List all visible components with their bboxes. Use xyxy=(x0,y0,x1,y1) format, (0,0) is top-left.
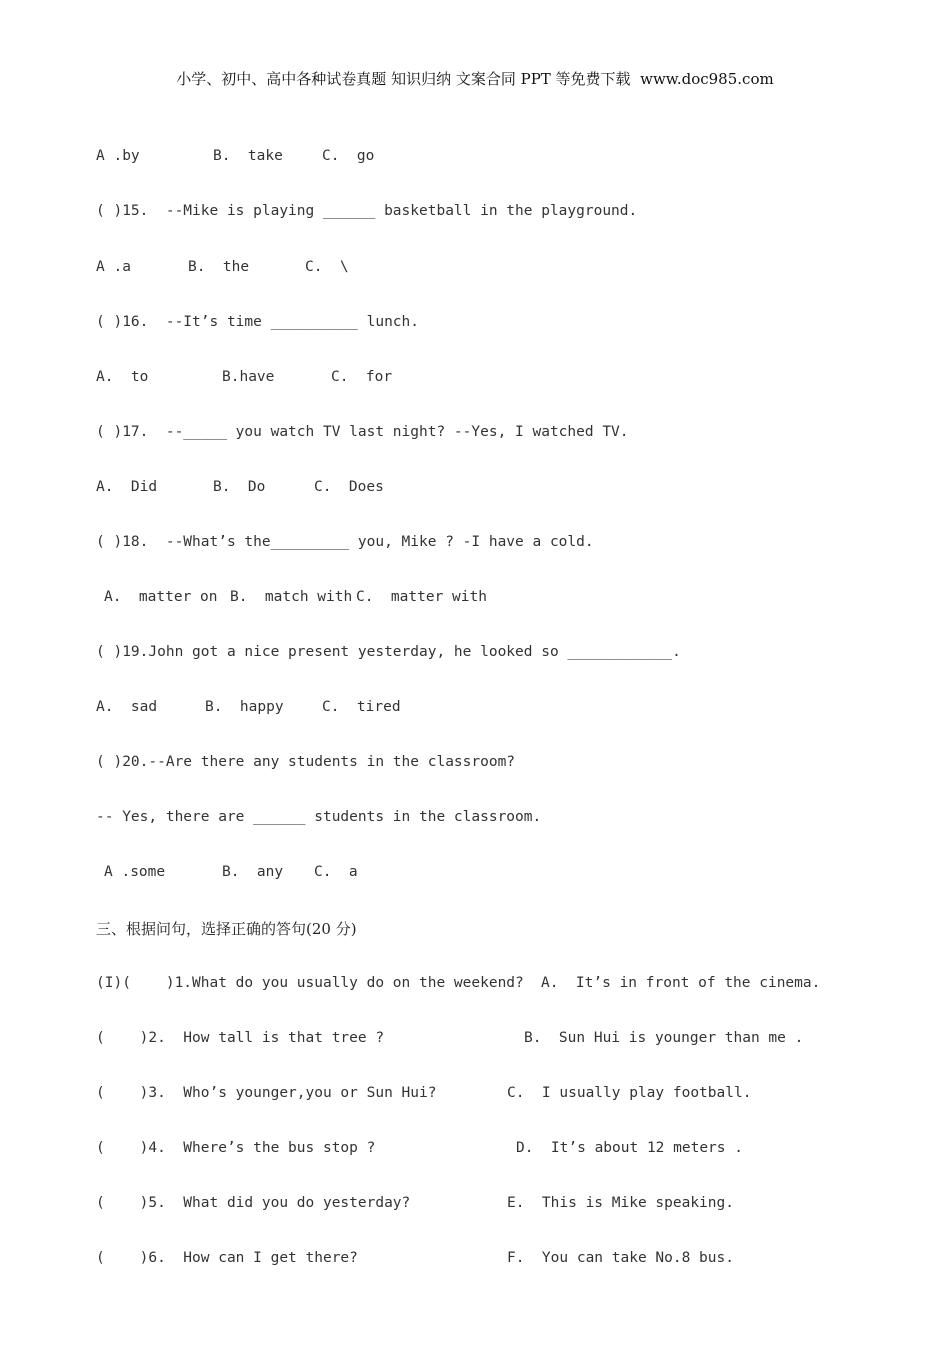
match-answer: B. Sun Hui is younger than me . xyxy=(524,1030,804,1046)
option-a: A .some xyxy=(104,864,166,880)
option-c: C. \ xyxy=(305,259,349,275)
section-title: 三、根据问句，选择正确的答句(20 分) xyxy=(96,920,357,938)
option-a: A. to xyxy=(96,369,149,385)
option-c: C. Does xyxy=(314,479,384,495)
option-b: B. the xyxy=(188,259,250,275)
match-question: ( )5. What did you do yesterday? xyxy=(96,1195,411,1211)
q20-stem: ( )20.--Are there any students in the classroom? xyxy=(96,754,516,770)
option-b: B. happy xyxy=(205,699,284,715)
option-a: A. matter on xyxy=(104,589,218,605)
page-header: 小学、初中、高中各种试卷真题 知识归纳 文案合同 PPT 等免费下载 www.doc985.com xyxy=(176,70,774,88)
option-c: C. a xyxy=(314,864,358,880)
match-answer: A. It’s in front of the cinema. xyxy=(541,975,821,991)
match-question: ( )4. Where’s the bus stop ? xyxy=(96,1140,376,1156)
option-b: B. match with xyxy=(230,589,353,605)
match-row xyxy=(0,1250,734,1314)
match-answer: D. It’s about 12 meters . xyxy=(516,1140,743,1156)
option-b: B. any xyxy=(222,864,284,880)
option-b: B. Do xyxy=(213,479,266,495)
q19-stem: ( )19.John got a nice present yesterday, he looked so ____________. xyxy=(96,644,681,660)
option-c: C. matter with xyxy=(356,589,487,605)
option-a: A .by xyxy=(96,148,140,164)
option-c: C. tired xyxy=(322,699,401,715)
option-c: C. go xyxy=(322,148,375,164)
q15-stem: ( )15. --Mike is playing ______ basketball in the playground. xyxy=(96,203,638,219)
option-a: A. sad xyxy=(96,699,158,715)
q20-stem-answer: -- Yes, there are ______ students in the classroom. xyxy=(96,809,542,825)
option-b: B. take xyxy=(213,148,283,164)
q18-stem: ( )18. --What’s the_________ you, Mike ? -I have a cold. xyxy=(96,534,594,550)
match-question: ( )3. Who’s younger,you or Sun Hui? xyxy=(96,1085,437,1101)
match-answer: C. I usually play football. xyxy=(507,1085,752,1101)
match-question: (I)( )1.What do you usually do on the weekend? xyxy=(96,975,524,991)
option-a: A. Did xyxy=(96,479,158,495)
option-b: B.have xyxy=(222,369,275,385)
match-answer: F. You can take No.8 bus. xyxy=(507,1250,734,1266)
option-c: C. for xyxy=(331,369,393,385)
match-answer: E. This is Mike speaking. xyxy=(507,1195,734,1211)
q16-stem: ( )16. --It’s time __________ lunch. xyxy=(96,314,420,330)
q17-stem: ( )17. --_____ you watch TV last night? --Yes, I watched TV. xyxy=(96,424,629,440)
match-question: ( )6. How can I get there? xyxy=(96,1250,358,1266)
match-question: ( )2. How tall is that tree ? xyxy=(96,1030,385,1046)
option-a: A .a xyxy=(96,259,131,275)
